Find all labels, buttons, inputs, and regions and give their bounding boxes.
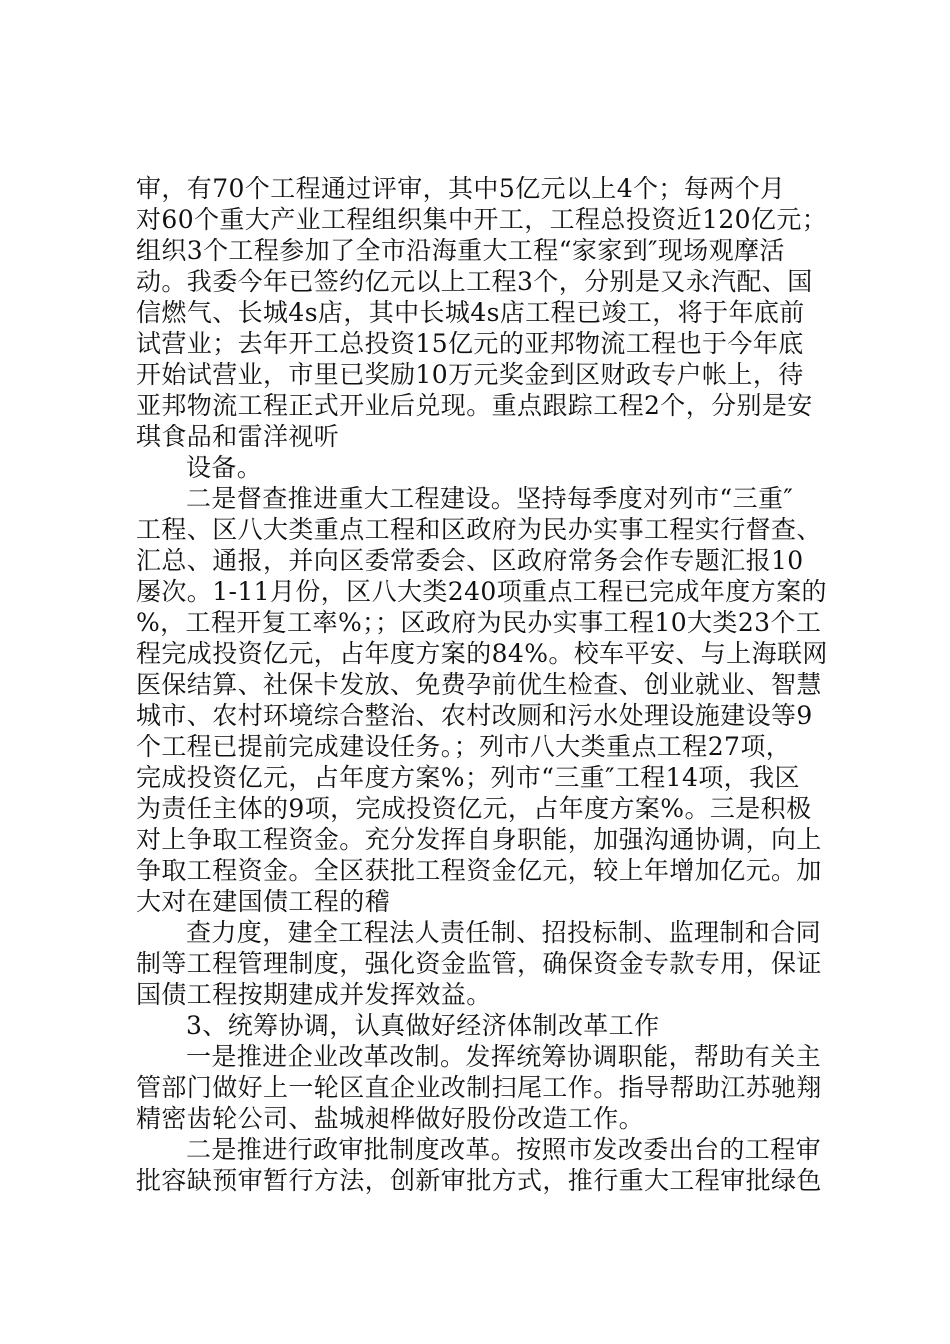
- text-line: 二是推进行政审批制度改革。按照市发改委出台的工程审: [186, 1135, 822, 1164]
- text-line: 二是督查推进重大工程建设。坚持每季度对列市“三重″: [186, 484, 794, 513]
- text-line: 个工程已提前完成建设任务。；列市八大类重点工程27项，: [136, 732, 792, 761]
- text-line: 工程、区八大类重点工程和区政府为民办实事工程实行督查、: [136, 515, 822, 544]
- text-line: 管部门做好上一轮区直企业改制扫尾工作。指导帮助江苏驰翔: [136, 1073, 822, 1102]
- document-body-text: [136, 173, 836, 1196]
- text-line: 精密齿轮公司、盐城昶桦做好股份改造工作。: [136, 1104, 645, 1133]
- text-line: 大对在建国债工程的稽: [136, 887, 391, 916]
- text-line: 制等工程管理制度，强化资金监管，确保资金专款专用，保证: [136, 949, 822, 978]
- text-line: 完成投资亿元，占年度方案%；列市“三重″工程14项，我区: [136, 763, 800, 792]
- text-line: 开始试营业，市里已奖励10万元奖金到区财政专户帐上，待: [136, 360, 804, 389]
- text-line: 一是推进企业改革改制。发挥统筹协调职能，帮助有关主: [186, 1042, 822, 1071]
- text-line: 汇总、通报，并向区委常委会、区政府常务会作专题汇报10: [136, 546, 804, 575]
- text-line: 琪食品和雷洋视听: [136, 422, 340, 451]
- text-line: 国债工程按期建成并发挥效益。: [136, 980, 492, 1009]
- text-line: 对60个重大产业工程组织集中开工，工程总投资近120亿元；: [136, 205, 828, 234]
- text-line: 为责任主体的9项，完成投资亿元，占年度方案%。三是积极: [136, 794, 812, 823]
- text-line: 3、统筹协调，认真做好经济体制改革工作: [186, 1011, 660, 1040]
- text-line: 信燃气、长城4s店，其中长城4s店工程已竣工，将于年底前: [136, 298, 805, 327]
- text-line: 查力度，建全工程法人责任制、招投标制、监理制和合同: [186, 918, 822, 947]
- text-line: 批容缺预审暂行方法，创新审批方式，推行重大工程审批绿色: [136, 1166, 822, 1195]
- text-line: %，工程开复工率%；；区政府为民办实事工程10大类23个工: [136, 608, 822, 637]
- text-line: 设备。: [186, 453, 263, 482]
- text-line: 亚邦物流工程正式开业后兑现。重点跟踪工程2个，分别是安: [136, 391, 813, 420]
- text-line: 程完成投资亿元，占年度方案的84%。校车平安、与上海联网: [136, 639, 828, 668]
- text-line: 对上争取工程资金。充分发挥自身职能，加强沟通协调，向上: [136, 825, 822, 854]
- text-line: 屡次。1-11月份，区八大类240项重点工程已完成年度方案的: [136, 577, 827, 606]
- text-line: 争取工程资金。全区获批工程资金亿元，较上年增加亿元。加: [136, 856, 822, 885]
- text-line: 试营业；去年开工总投资15亿元的亚邦物流工程也于今年底: [136, 329, 804, 358]
- text-line: 审，有70个工程通过评审，其中5亿元以上4个；每两个月: [136, 174, 786, 203]
- text-line: 城市、农村环境综合整治、农村改厕和污水处理设施建设等9: [136, 701, 813, 730]
- text-line: 医保结算、社保卡发放、免费孕前优生检查、创业就业、智慧: [136, 670, 822, 699]
- text-line: 组织3个工程参加了全市沿海重大工程“家家到″现场观摩活: [136, 236, 785, 265]
- text-line: 动。我委今年已签约亿元以上工程3个，分别是又永汽配、国: [136, 267, 813, 296]
